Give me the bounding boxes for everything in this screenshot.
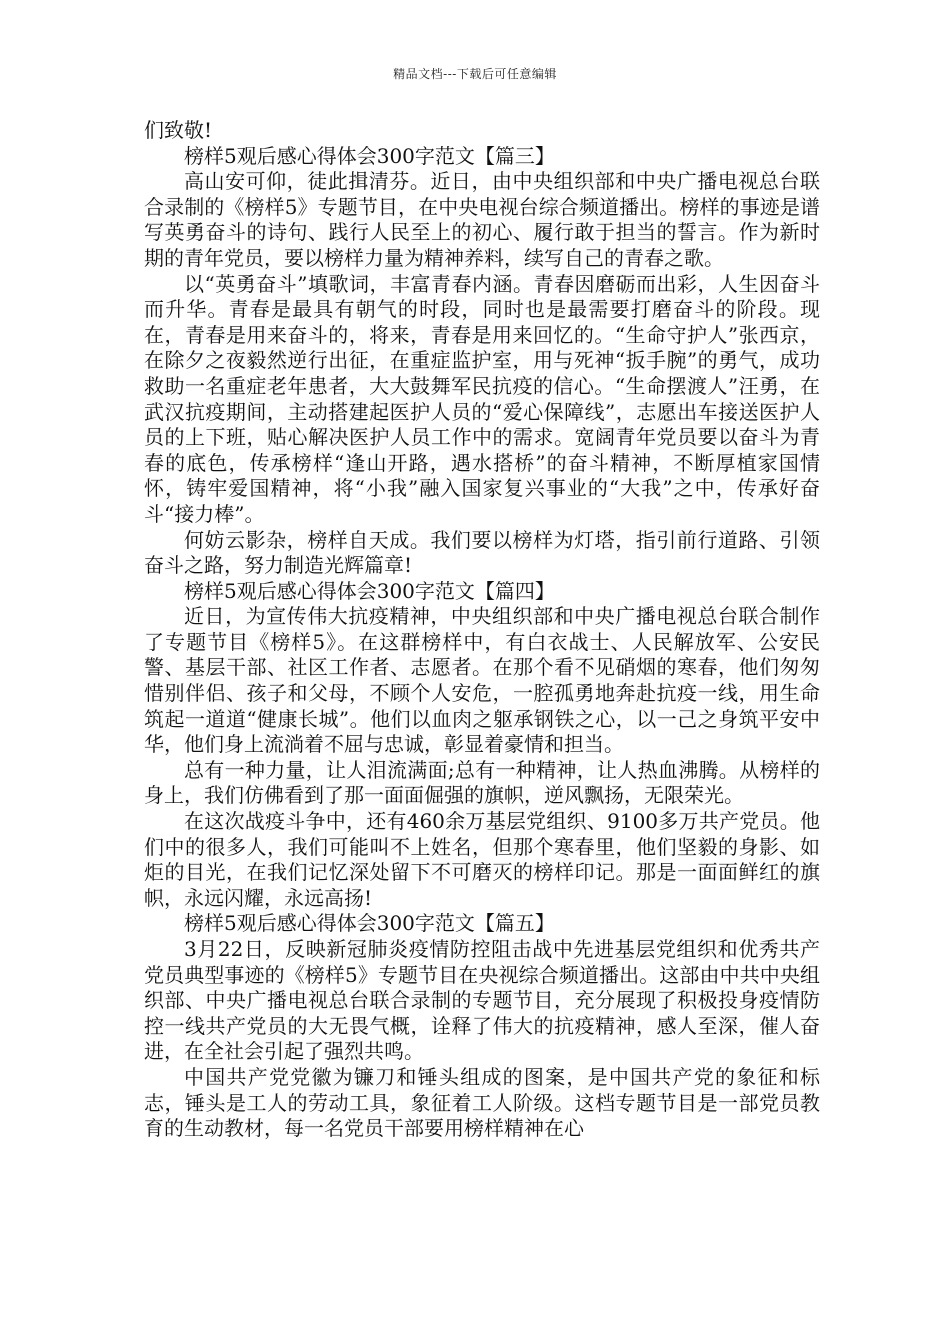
paragraph-continuation: 们致敬! — [144, 118, 213, 142]
paragraph: 以“英勇奋斗”填歌词，丰富青春内涵。青春因磨砺而出彩，人生因奋斗而升华。青春是最具有朝气的时段，同时也是最需要打磨奋斗的阶段。现在，青春是用来奋斗的，将来，青春是用来回忆的。“生命守护人”张西京，在除夕之夜毅然逆行出征，在重症监护室，用与死神“扳手腕”的勇气，成功救助一名重症老年患者，大大鼓舞军民抗疫的信心。“生命摆渡人”汪勇，在武汉抗疫期间，主动搭建起医护人员的“爱心保障线”，志愿出车接送医护人员的上下班，贴心解决医护人员工作中的需求。宽阔青年党员要以奋斗为青春的底色，传承榜样“逢山开路，遇水搭桥”的奋斗精神，不断厚植家国情怀，铸牢爱国精神，将“小我”融入国家复兴事业的“大我”之中，传承好奋斗“接力棒”。 — [144, 271, 820, 526]
paragraph: 何妨云影杂，榜样自天成。我们要以榜样为灯塔，指引前行道路、引领奋斗之路，努力制造光辉篇章! — [144, 527, 820, 578]
paragraph: 高山安可仰，徒此揖清芬。近日，由中央组织部和中央广播电视总台联合录制的《榜样5》专题节目，在中央电视台综合频道播出。榜样的事迹是谱写英勇奋斗的诗句、践行人民至上的初心、履行敢于担当的誓言。作为新时期的青年党员，要以榜样力量为精神养料，续写自己的青春之歌。 — [144, 169, 820, 270]
page-header: 精品文档---下载后可任意编辑 — [393, 67, 557, 81]
paragraph: 总有一种力量，让人泪流满面;总有一种精神，让人热血沸腾。从榜样的身上，我们仿佛看到了那一面面倔强的旗帜，逆风飘扬，无限荣光。 — [144, 757, 820, 808]
section-heading-3: 榜样5观后感心得体会300字范文【篇三】 — [184, 143, 555, 168]
section-heading-5: 榜样5观后感心得体会300字范文【篇五】 — [184, 911, 555, 936]
paragraph: 中国共产党党徽为镰刀和锤头组成的图案，是中国共产党的象征和标志，锤头是工人的劳动工具，象征着工人阶级。这档专题节目是一部党员教育的生动教材，每一名党员干部要用榜样精神在心 — [144, 1064, 820, 1141]
section-heading-4: 榜样5观后感心得体会300字范文【篇四】 — [184, 578, 555, 603]
paragraph: 3月22日，反映新冠肺炎疫情防控阻击战中先进基层党组织和优秀共产党员典型事迹的《榜样5》专题节目在央视综合频道播出。这部由中共中央组织部、中央广播电视总台联合录制的专题节目，充分展现了积极投身疫情防控一线共产党员的大无畏气概，诠释了伟大的抗疫精神，感人至深，催人奋进，在全社会引起了强烈共鸣。 — [144, 937, 820, 1064]
document-body — [144, 118, 820, 1142]
paragraph: 在这次战疫斗争中，还有460余万基层党组织、9100多万共产党员。他们中的很多人，我们可能叫不上姓名，但那个寒春里，他们坚毅的身影、如炬的目光，在我们记忆深处留下不可磨灭的榜样印记。那是一面面鲜红的旗帜，永远闪耀，永远高扬! — [144, 809, 820, 910]
paragraph: 近日，为宣传伟大抗疫精神，中央组织部和中央广播电视总台联合制作了专题节目《榜样5》。在这群榜样中，有白衣战士、人民解放军、公安民警、基层干部、社区工作者、志愿者。在那个看不见硝烟的寒春，他们匆匆惜别伴侣、孩子和父母，不顾个人安危，一腔孤勇地奔赴抗疫一线，用生命筑起一道道“健康长城”。他们以血肉之躯承钢铁之心，以一己之身筑平安中华，他们身上流淌着不屈与忠诚，彰显着豪情和担当。 — [144, 604, 820, 757]
